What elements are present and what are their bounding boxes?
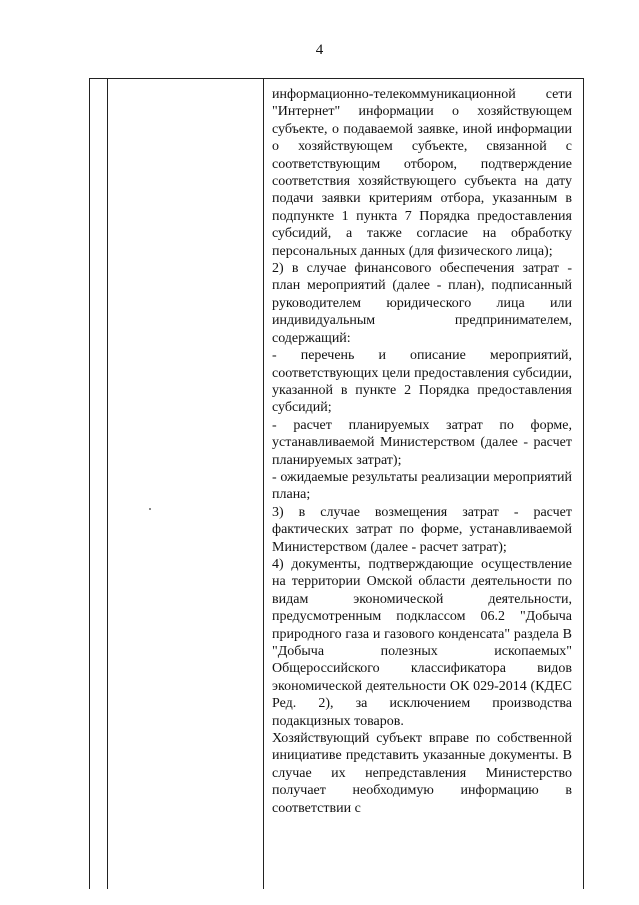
table-column-divider [263, 79, 264, 889]
paragraph-7: 4) документы, подтверждающие осуществление на территории Омской области деятельности по видам экономической деятельности, предусмотренным подклассом 06.2 "Добыча природного газа и газового конденсата" раздела B "Добыча полезных ископаемых" Общероссийского классификатора видов экономической деятельности ОК 029-2014 (КДЕС Ред. 2), за исключением производства подакцизных товаров. [272, 556, 572, 729]
table-border-right [583, 79, 584, 889]
table-text-cell [272, 86, 572, 817]
paragraph-8: Хозяйствующий субъект вправе по собственной инициативе представить указанные документы. В случае их непредставления Министерство получает необходимую информацию в соответствии с [272, 731, 572, 816]
page-number: 4 [315, 42, 324, 58]
paragraph-6: 3) в случае возмещения затрат - расчет фактических затрат по форме, устанавливаемой Министерством (далее - расчет затрат); [272, 504, 572, 555]
scan-speck [149, 508, 151, 510]
paragraph-3: - перечень и описание мероприятий, соответствующих цели предоставления субсидии, указанной в пункте 2 Порядка предоставления субсидий; [272, 348, 572, 416]
paragraph-2: 2) в случае финансового обеспечения затрат - план мероприятий (далее - план), подписанный руководителем юридического лица или индивидуальным предпринимателем, содержащий: [272, 261, 572, 346]
paragraph-1: информационно-телекоммуникационной сети "Интернет" информации о хозяйствующем субъекте, о подаваемой заявке, иной информации о хозяйствующем субъекте, связанной с соответствующим отбором, подтверждение соответствия хозяйствующего субъекта на дату подачи заявки критериям отбора, указанным в подпункте 1 пункта 7 Порядка предоставления субсидий, а также согласие на обработку персональных данных (для физического лица); [272, 87, 572, 259]
table-column-divider [107, 79, 108, 889]
table-border-left [89, 79, 90, 889]
paragraph-4: - расчет планируемых затрат по форме, устанавливаемой Министерством (далее - расчет планируемых затрат); [272, 417, 572, 468]
paragraph-5: - ожидаемые результаты реализации мероприятий плана; [272, 469, 572, 503]
